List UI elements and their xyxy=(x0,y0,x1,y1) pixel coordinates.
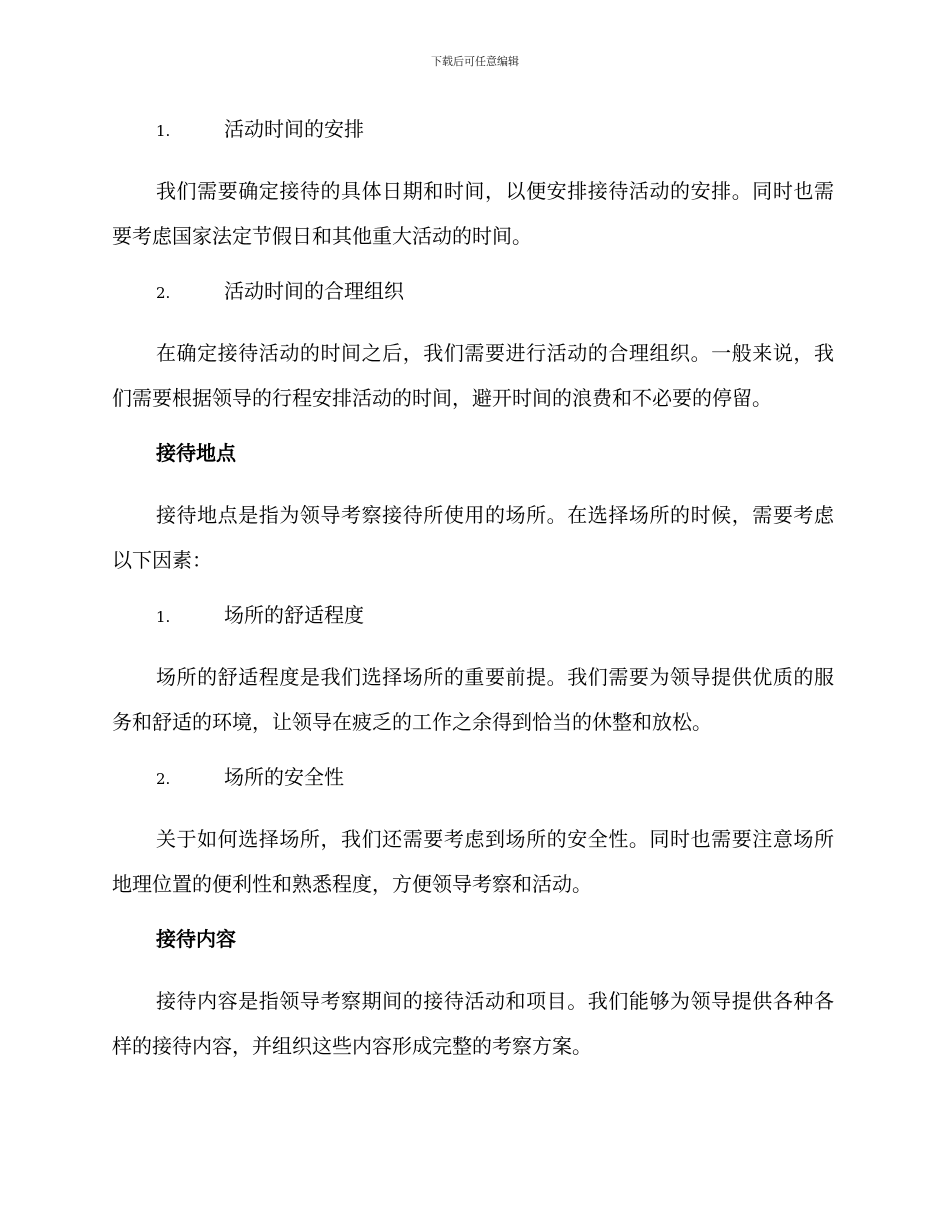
list-number: 2. xyxy=(156,284,171,302)
list-item-venue-safety xyxy=(112,760,834,794)
list-item-activity-schedule xyxy=(112,112,834,146)
list-number: 2. xyxy=(156,770,171,788)
list-item-text: 活动时间的安排 xyxy=(224,117,364,141)
document-body xyxy=(112,112,834,1069)
paragraph-venue: 接待地点是指为领导考察接待所使用的场所。在选择场所的时候，需要考虑以下因素： xyxy=(112,503,834,572)
list-item-text: 场所的舒适程度 xyxy=(224,603,364,627)
list-item-venue-comfort xyxy=(112,598,834,632)
list-item-activity-organization xyxy=(112,274,834,308)
paragraph-schedule: 我们需要确定接待的具体日期和时间，以便安排接待活动的安排。同时也需要考虑国家法定节假日和其他重大活动的时间。 xyxy=(112,179,834,248)
list-number: 1. xyxy=(156,122,171,140)
list-item-text: 场所的安全性 xyxy=(224,765,344,789)
paragraph-safety: 关于如何选择场所，我们还需要考虑到场所的安全性。同时也需要注意场所地理位置的便利性和熟悉程度，方便领导考察和活动。 xyxy=(112,827,834,896)
paragraph-organization: 在确定接待活动的时间之后，我们需要进行活动的合理组织。一般来说，我们需要根据领导的行程安排活动的时间，避开时间的浪费和不必要的停留。 xyxy=(112,341,834,410)
page-header: 下载后可任意编辑 xyxy=(431,55,519,68)
section-heading-content: 接待内容 xyxy=(156,927,236,951)
section-heading-venue: 接待地点 xyxy=(156,441,236,465)
paragraph-content: 接待内容是指领导考察期间的接待活动和项目。我们能够为领导提供各种各样的接待内容，并组织这些内容形成完整的考察方案。 xyxy=(112,989,834,1058)
list-number: 1. xyxy=(156,608,171,626)
list-item-text: 活动时间的合理组织 xyxy=(224,279,404,303)
paragraph-comfort: 场所的舒适程度是我们选择场所的重要前提。我们需要为领导提供优质的服务和舒适的环境，让领导在疲乏的工作之余得到恰当的休整和放松。 xyxy=(112,665,834,734)
